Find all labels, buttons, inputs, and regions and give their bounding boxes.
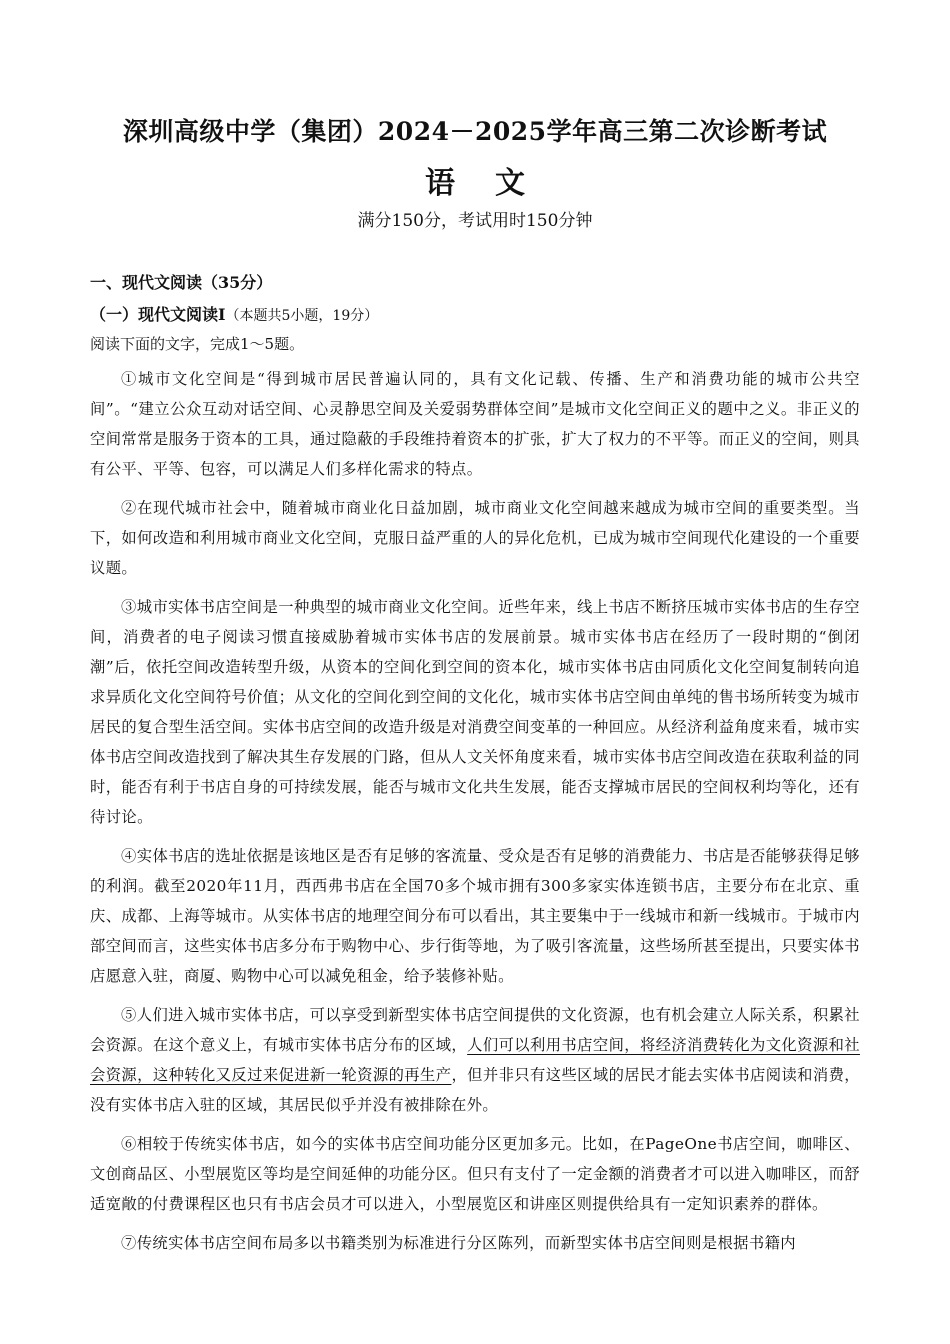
- paragraph-7: ⑦传统实体书店空间布局多以书籍类别为标准进行分区陈列，而新型实体书店空间则是根据书籍内: [121, 1234, 796, 1252]
- exam-title: 深圳高级中学（集团）2024－2025学年高三第二次诊断考试: [122, 117, 828, 146]
- paragraph-1: ①城市文化空间是“得到城市居民普遍认同的，具有文化记载、传播、生产和消费功能的城市公共空间”。“建立公众互动对话空间、心灵静思空间及关爱弱势群体空间”是城市文化空间正义的题中之义。非正义的空间常常是服务于资本的工具，通过隐蔽的手段维持着资本的扩张，扩大了权力的不平等。而正义的空间，则具有公平、平等、包容，可以满足人们多样化需求的特点。: [90, 370, 860, 478]
- paragraph-5-underlined: 人们可以利用书店空间，将经济消费转化为文化资源和社会资源，这种转化又反过来促进新一轮资源的再生产: [90, 1036, 860, 1084]
- reading-passage: [90, 364, 860, 1267]
- paragraph-5: [90, 1000, 860, 1120]
- subsection-heading: [90, 302, 378, 325]
- paragraph-5-after: ，但并非只有这些区域的居民才能去实体书店阅读和消费，没有实体书店入驻的区域，其居民似乎并没有被排除在外。: [90, 1066, 860, 1114]
- reading-instruction: 阅读下面的文字，完成1～5题。: [90, 335, 305, 353]
- paragraph-6: ⑥相较于传统实体书店，如今的实体书店空间功能分区更加多元。比如，在PageOne书店空间，咖啡区、文创商品区、小型展览区等均是空间延伸的功能分区。但只有支付了一定金额的消费者才可以进入咖啡区，而舒适宽敞的付费课程区也只有书店会员才可以进入，小型展览区和讲座区则提供给具有一定知识素养的群体。: [90, 1135, 860, 1213]
- paragraph-5-before: ⑤人们进入城市实体书店，可以享受到新型实体书店空间提供的文化资源，也有机会建立人际关系，积累社会资源。在这个意义上，有城市实体书店分布的区域，: [90, 1006, 860, 1054]
- subsection-note: （本题共5小题，19分）: [225, 308, 379, 324]
- section-heading: 一、现代文阅读（35分）: [90, 273, 273, 292]
- subject-title: 语文: [425, 166, 565, 201]
- paragraph-2: ②在现代城市社会中，随着城市商业化日益加剧，城市商业文化空间越来越成为城市空间的重要类型。当下，如何改造和利用城市商业文化空间，克服日益严重的人的异化危机，已成为城市空间现代化建设的一个重要议题。: [90, 499, 860, 577]
- score-info: 满分150分，考试用时150分钟: [357, 211, 593, 231]
- paragraph-3: ③城市实体书店空间是一种典型的城市商业文化空间。近些年来，线上书店不断挤压城市实体书店的生存空间，消费者的电子阅读习惯直接威胁着城市实体书店的发展前景。城市实体书店在经历了一段时期的“倒闭潮”后，依托空间改造转型升级，从资本的空间化到空间的资本化，城市实体书店由同质化文化空间复制转向追求异质化文化空间符号价值；从文化的空间化到空间的文化化，城市实体书店空间由单纯的售书场所转变为城市居民的复合型生活空间。实体书店空间的改造升级是对消费空间变革的一种回应。从经济利益角度来看，城市实体书店空间改造找到了解决其生存发展的门路，但从人文关怀角度来看，城市实体书店空间改造在获取利益的同时，能否有利于书店自身的可持续发展，能否与城市文化共生发展，能否支撑城市居民的空间权利均等化，还有待讨论。: [90, 598, 860, 826]
- paragraph-4: ④实体书店的选址依据是该地区是否有足够的客流量、受众是否有足够的消费能力、书店是否能够获得足够的利润。截至2020年11月，西西弗书店在全国70多个城市拥有300多家实体连锁书店，主要分布在北京、重庆、成都、上海等城市。从实体书店的地理空间分布可以看出，其主要集中于一线城市和新一线城市。于城市内部空间而言，这些实体书店多分布于购物中心、步行街等地，为了吸引客流量，这些场所甚至提出，只要实体书店愿意入驻，商厦、购物中心可以减免租金，给予装修补贴。: [90, 847, 860, 985]
- subsection-title: （一）现代文阅读Ⅰ: [90, 305, 226, 324]
